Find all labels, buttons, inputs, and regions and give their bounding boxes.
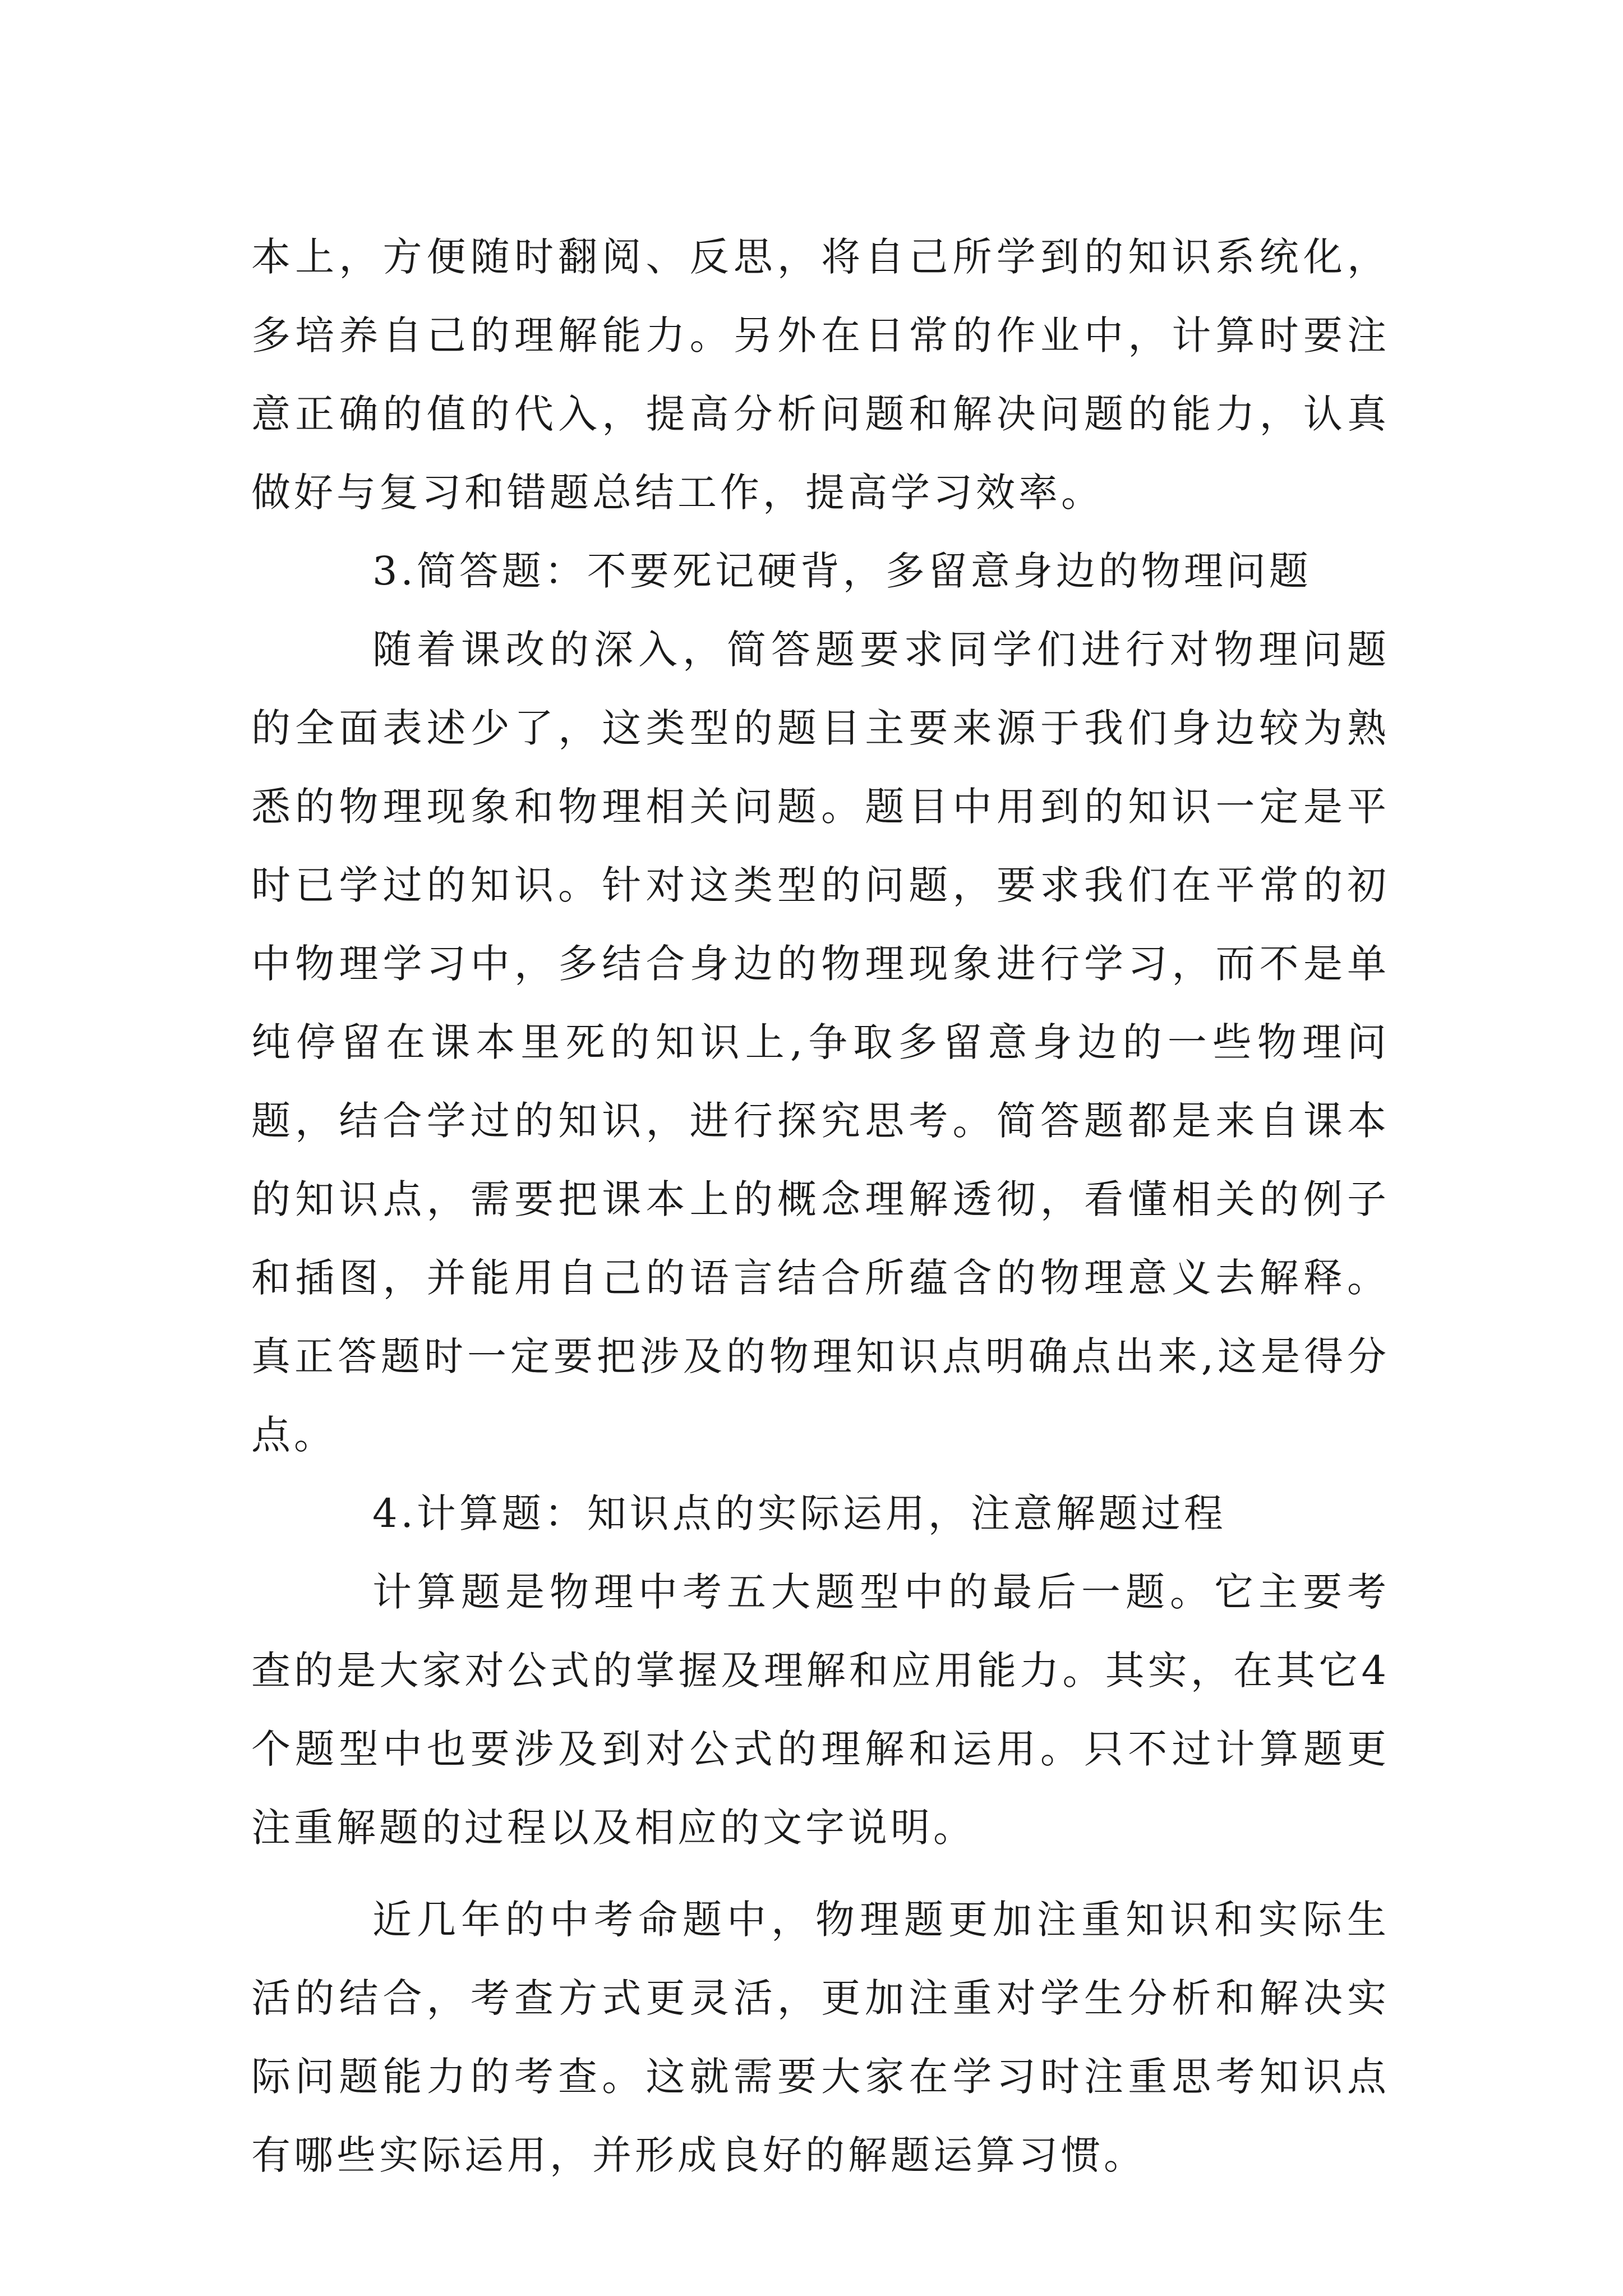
- paragraph-short-answer: 随着课改的深入，简答题要求同学们进行对物理问题的全面表述少了，这类型的题目主要来源于我们身边较为熟悉的物理现象和物理相关问题。题目中用到的知识一定是平时已学过的知识。针对这类型的问题，要求我们在平常的初中物理学习中，多结合身边的物理现象进行学习，而不是单纯停留在课本里死的知识上,争取多留意身边的一些物理问题，结合学过的知识，进行探究思考。简答题都是来自课本的知识点，需要把课本上的概念理解透彻，看懂相关的例子和插图，并能用自己的语言结合所蕴含的物理意义去解释。真正答题时一定要把涉及的物理知识点明确点出来,这是得分点。: [251, 627, 1390, 1458]
- document-body: [251, 218, 1390, 2194]
- paragraph-continuation: 本上，方便随时翻阅、反思，将自己所学到的知识系统化，多培养自己的理解能力。另外在日常的作业中，计算时要注意正确的值的代入，提高分析问题和解决问题的能力，认真做好与复习和错题总结工作，提高学习效率。: [251, 234, 1390, 516]
- section-heading-short-answer: 3.简答题：不要死记硬背，多留意身边的物理问题: [372, 548, 1312, 594]
- paragraph-calculation: 计算题是物理中考五大题型中的最后一题。它主要考查的是大家对公式的掌握及理解和应用能力。其实，在其它4个题型中也要涉及到对公式的理解和运用。只不过计算题更注重解题的过程以及相应的文字说明。: [251, 1569, 1390, 1851]
- section-heading-calculation: 4.计算题：知识点的实际运用，注意解题过程: [372, 1490, 1227, 1536]
- paragraph-exam-trend: 近几年的中考命题中，物理题更加注重知识和实际生活的结合，考查方式更灵活，更加注重对学生分析和解决实际问题能力的考查。这就需要大家在学习时注重思考知识点有哪些实际运用，并形成良好的解题运算习惯。: [251, 1897, 1390, 2178]
